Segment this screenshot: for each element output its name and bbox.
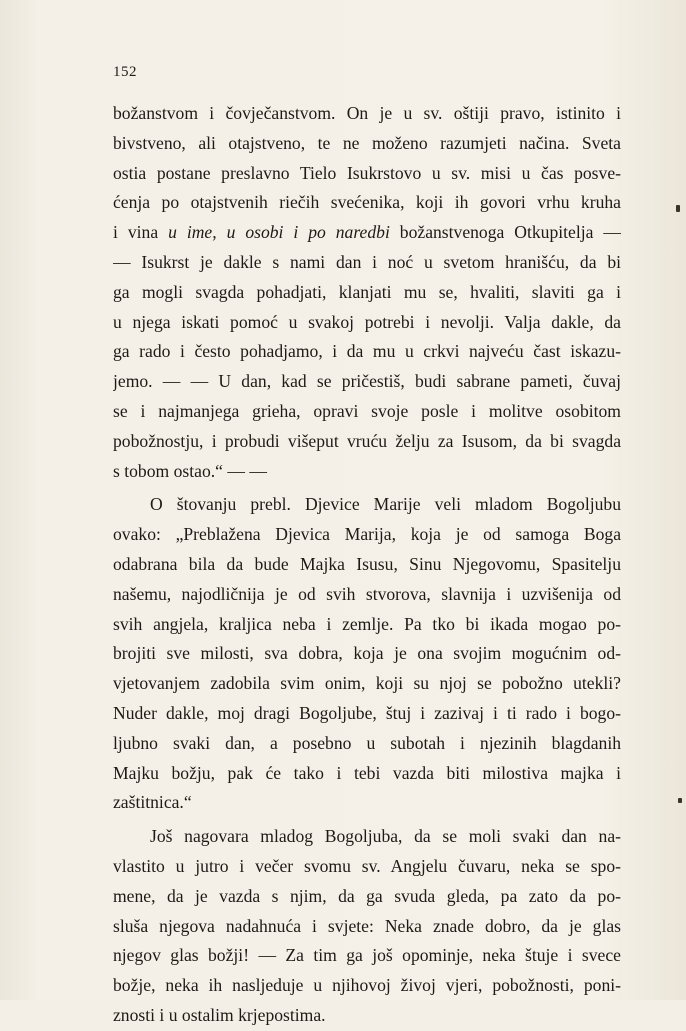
text-line: [113, 218, 621, 248]
text-line: mene, da je vazda s njim, da ga svuda gleda, pa zato da po-: [113, 885, 621, 906]
text-line: ga rado i često pohadjamo, i da mu u crkvi najveću čast iskazu-: [113, 341, 621, 362]
emphasis-text: u ime, u osobi i po naredbi: [168, 222, 390, 243]
text-line: O štovanju prebl. Djevice Marije veli mladom Bogoljubu: [150, 494, 621, 515]
text-line: s tobom ostao.“ — —: [113, 460, 267, 481]
text-line: vlastito u jutro i večer svomu sv. Angjelu čuvaru, neka se spo-: [113, 855, 621, 876]
text-line: ostia postane preslavno Tielo Isukrstovo u sv. misi u čas posve-: [113, 162, 621, 183]
text-line: brojiti sve milosti, sva dobra, koja je ona svojim mogućnim od-: [113, 643, 621, 664]
text-line: vjetovanjem zadobila svim onim, koji su njoj se pobožno utekli?: [113, 673, 621, 694]
text-line: ljubno svaki dan, a posebno u subotah i njezinih blagdanih: [113, 732, 621, 753]
text-line: — Isukrst je dakle s nami dan i noć u svetom hranišću, da bi: [113, 251, 621, 272]
text-span: i vina: [113, 222, 169, 243]
text-line: ćenja po otajstvenih riečih svećenika, koji ih govori vrhu kruha: [113, 192, 621, 213]
text-line: pobožnostju, i probudi višeput vruću želju za Isusom, da bi svagda: [113, 430, 621, 451]
text-line: Majku božju, pak će tako i tebi vazda biti milostiva majka i: [113, 762, 621, 783]
text-line: Nuder dakle, moj dragi Bogoljube, štuj i zazivaj i ti rado i bogo-: [113, 702, 621, 723]
text-line: se i najmanjega grieha, opravi svoje posle i molitve osobitom: [113, 400, 621, 421]
text-line: odabrana bila da bude Majka Isusu, Sinu Njegovomu, Spasitelju: [113, 553, 621, 574]
paragraph: [113, 99, 621, 486]
text-line: jemo. — — U dan, kad se pričestiš, budi sabrane pameti, čuvaj: [113, 371, 621, 392]
paragraph: [113, 490, 621, 818]
paragraph: [113, 822, 621, 1031]
text-line: ga mogli svagda pohadjati, klanjati mu se, hvaliti, slaviti ga i: [113, 281, 621, 302]
text-line: Još nagovara mladog Bogoljuba, da se moli svaki dan na-: [150, 826, 621, 847]
text-line: svih angjela, kraljica neba i zemlje. Pa tko bi ikada mogao po-: [113, 613, 621, 634]
text-line: sluša njegova nadahnuća i svjete: Neka znade dobro, da je glas: [113, 915, 621, 936]
body-text: [113, 99, 621, 1031]
edge-speck: [676, 205, 680, 212]
text-line: njegov glas božji! — Za tim ga još opominje, neka štuje i svece: [113, 945, 621, 966]
page-number: 152: [113, 64, 137, 80]
text-line: ovako: „Preblažena Djevica Marija, koja je od samoga Boga: [113, 524, 621, 545]
text-line: bivstveno, ali otajstveno, te ne moženo razumjeti načina. Sveta: [113, 132, 621, 153]
text-line: znosti i u ostalim krjepostima.: [113, 1004, 326, 1025]
text-line: našemu, najodličnija je od svih stvorova, slavnija i uzvišenija od: [113, 583, 621, 604]
text-line: zaštitnica.“: [113, 792, 192, 813]
text-line: u njega iskati pomoć u svakoj potrebi i nevolji. Valja dakle, da: [113, 311, 621, 332]
text-span: božanstvenoga Otkupitelja —: [389, 222, 621, 243]
text-line: božje, neka ih nasljeduje u njihovoj živoj vjeri, pobožnosti, poni-: [113, 975, 621, 996]
text-line: božanstvom i čovječanstvom. On je u sv. oštiji pravo, istinito i: [113, 103, 621, 123]
edge-speck: [678, 798, 682, 803]
